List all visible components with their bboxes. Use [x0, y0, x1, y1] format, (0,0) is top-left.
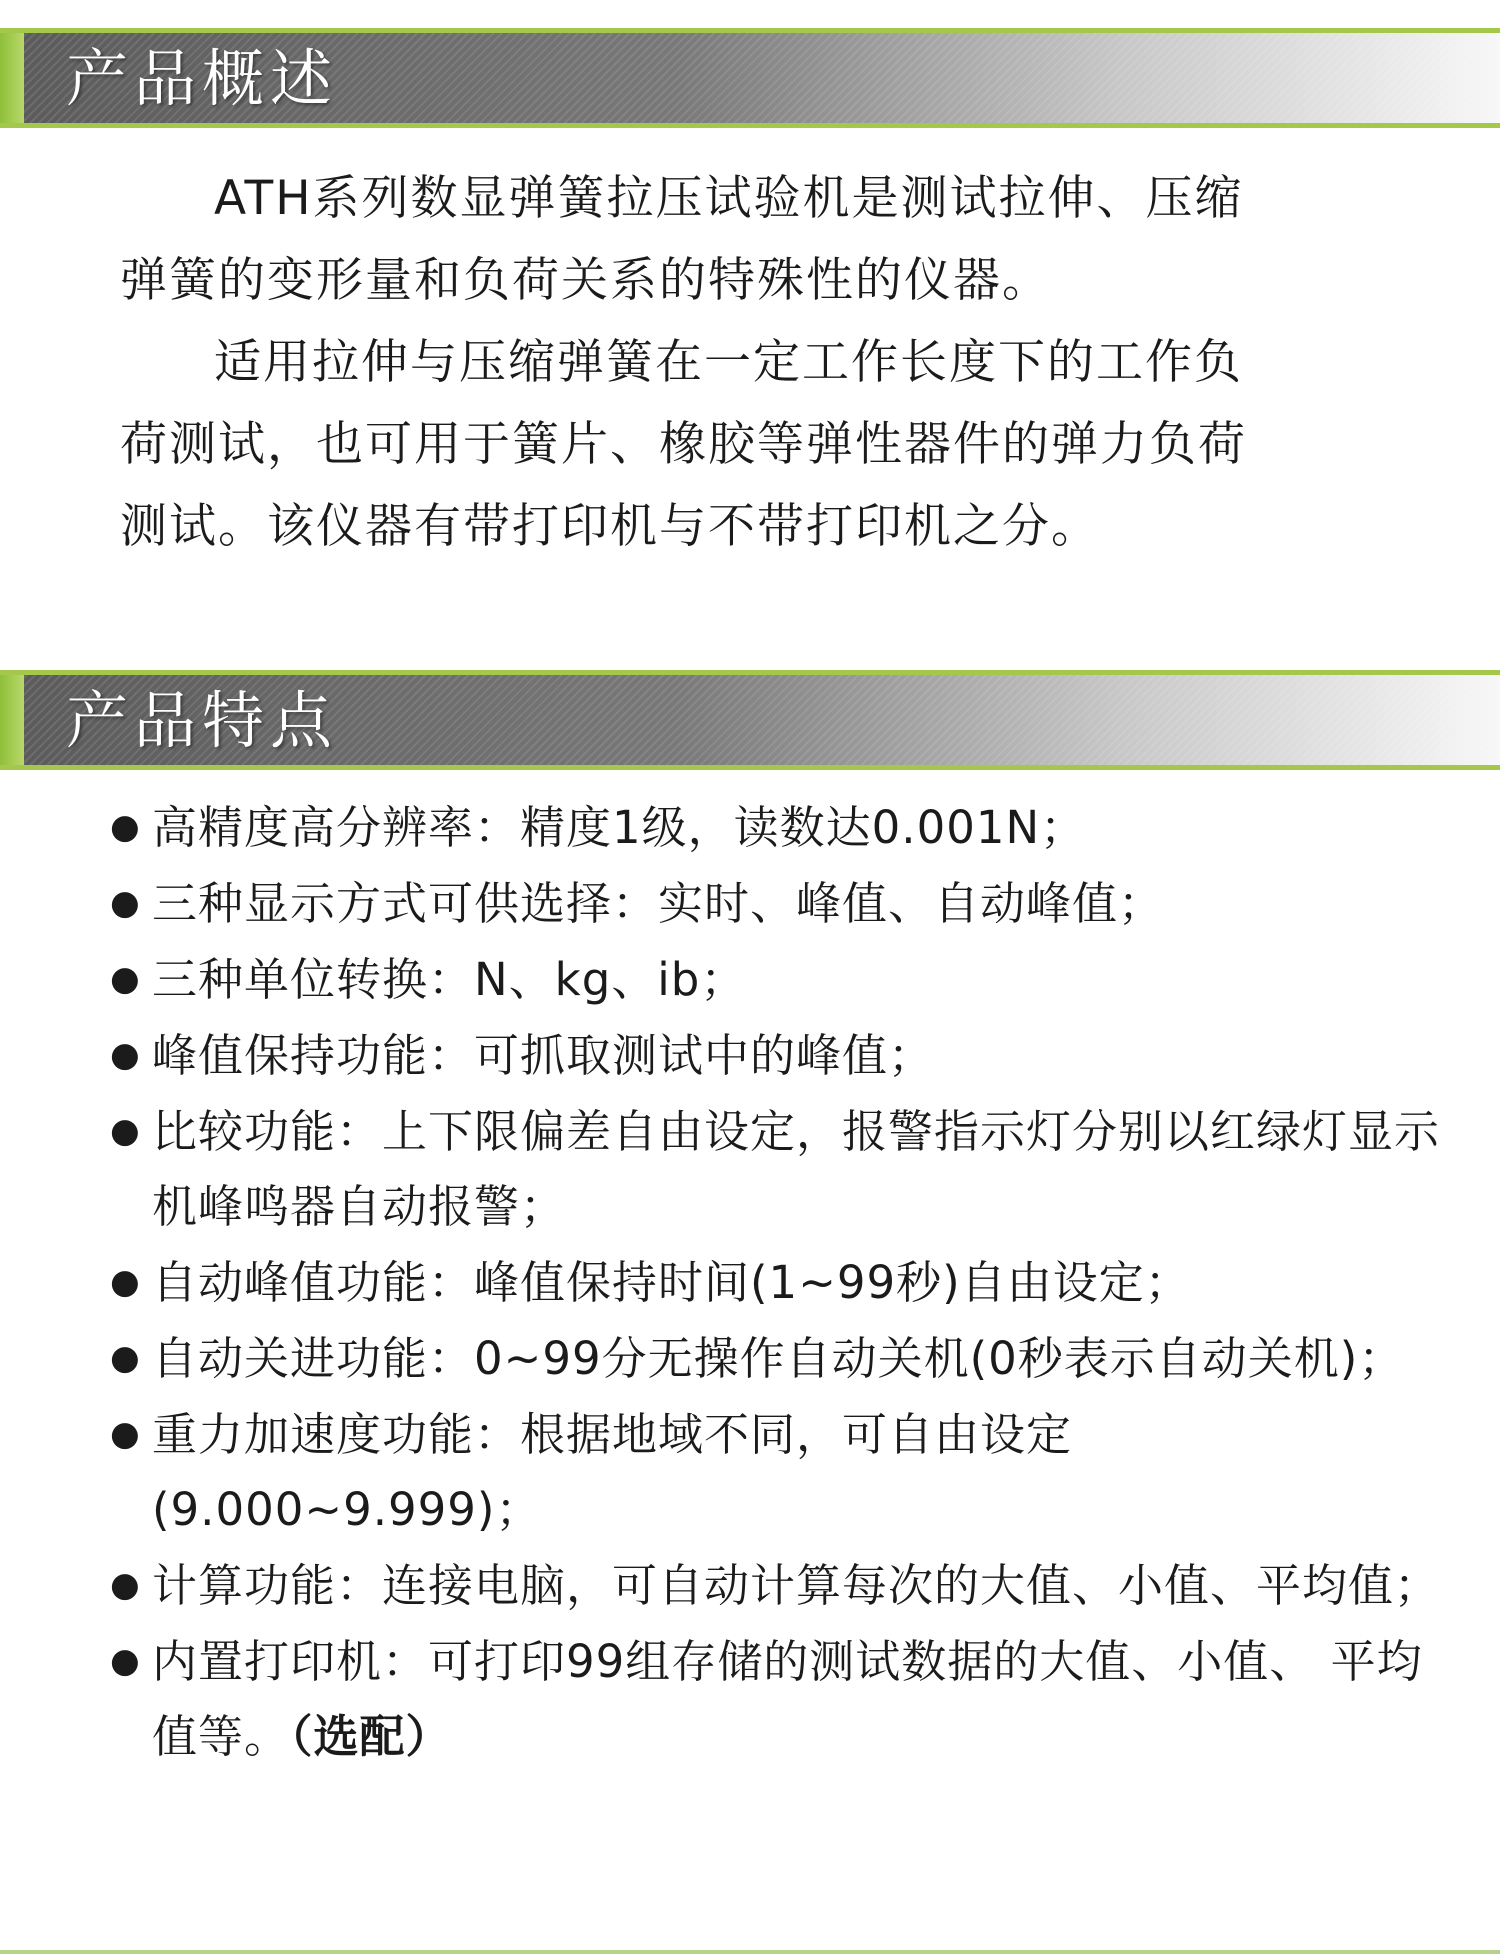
bullet-icon: ●	[110, 807, 141, 847]
bullet-icon: ●	[110, 1414, 141, 1454]
feature-item	[110, 942, 1440, 1017]
feature-text: 高精度高分辨率：精度1级，读数达0.001N；	[152, 801, 1087, 854]
bullet-icon: ●	[110, 1338, 141, 1378]
optional-badge: （选配）	[290, 1710, 452, 1763]
section-title-overview: 产品概述	[66, 42, 339, 115]
feature-item	[110, 1397, 1440, 1547]
feature-item	[110, 1245, 1440, 1320]
section-banner-features	[0, 670, 1500, 770]
bullet-icon: ●	[110, 959, 141, 999]
feature-text: 自动关进功能：0~99分无操作自动关机(0秒表示自动关机)；	[152, 1332, 1405, 1385]
bullet-icon: ●	[110, 1111, 141, 1151]
feature-text: 三种单位转换：N、kg、ib；	[152, 953, 747, 1006]
bottom-divider	[0, 1950, 1500, 1954]
feature-text: 重力加速度功能：根据地域不同，可自由设定(9.000~9.999)；	[152, 1408, 1073, 1536]
overview-paragraph: 适用拉伸与压缩弹簧在一定工作长度下的工作负荷测试，也可用于簧片、橡胶等弹性器件的弹力负荷测试。该仪器有带打印机与不带打印机之分。	[120, 335, 1247, 554]
feature-list	[110, 790, 1440, 1775]
section-banner-overview	[0, 28, 1500, 128]
feature-item	[110, 1321, 1440, 1396]
feature-item	[110, 866, 1440, 941]
bullet-icon: ●	[110, 883, 141, 923]
feature-item	[110, 1624, 1440, 1774]
feature-text: 三种显示方式可供选择：实时、峰值、自动峰值；	[152, 877, 1165, 930]
feature-text: 比较功能：上下限偏差自由设定，报警指示灯分别以红绿灯显示机峰鸣器自动报警；	[152, 1105, 1441, 1233]
feature-text: 内置打印机：可打印99组存储的测试数据的大值、小值、 平均值等。	[152, 1635, 1423, 1763]
section-title-features: 产品特点	[66, 684, 339, 757]
feature-item	[110, 1094, 1440, 1244]
feature-text: 自动峰值功能：峰值保持时间(1~99秒)自由设定；	[152, 1256, 1191, 1309]
bullet-icon: ●	[110, 1641, 141, 1681]
feature-item	[110, 1018, 1440, 1093]
feature-item	[110, 1548, 1440, 1623]
overview-text	[120, 158, 1280, 568]
feature-item	[110, 790, 1440, 865]
bullet-icon: ●	[110, 1035, 141, 1075]
bullet-icon: ●	[110, 1565, 141, 1605]
overview-paragraph: ATH系列数显弹簧拉压试验机是测试拉伸、压缩弹簧的变形量和负荷关系的特殊性的仪器。	[120, 171, 1244, 308]
bullet-icon: ●	[110, 1262, 141, 1302]
feature-text: 计算功能：连接电脑，可自动计算每次的大值、小值、平均值；	[152, 1559, 1441, 1612]
feature-text: 峰值保持功能：可抓取测试中的峰值；	[152, 1029, 935, 1082]
